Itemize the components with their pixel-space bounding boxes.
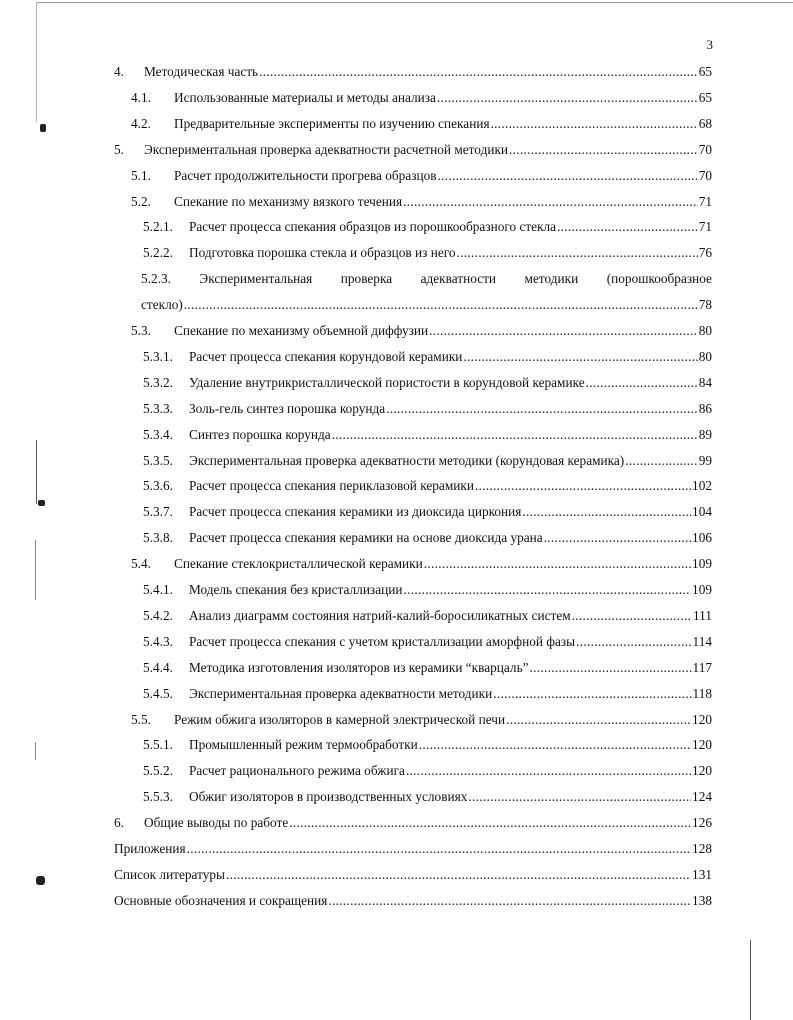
toc-entry-title: Спекание по механизму объемной диффузии [174,323,429,338]
toc-entry-page: 138 [692,892,712,908]
toc-entry-title: Модель спекания без кристаллизации [189,582,403,597]
toc-leader-dots [403,192,698,212]
toc-entry-title: Анализ диаграмм состояния натрий-калий-боросиликатных систем [189,607,571,623]
toc-entry-page: 109 [692,582,712,597]
toc-entry-title: Список литературы [114,866,225,882]
toc-entry [141,269,712,289]
toc-leader-dots [328,891,691,911]
toc-entry [131,88,712,108]
toc-entry-title: Расчет процесса спекания керамики на основе диоксида урана [189,530,543,546]
toc-entry [143,761,712,781]
toc-entry-page: 71 [698,219,712,235]
toc-entry-page: 76 [698,245,712,261]
toc-entry-title-word: методики [524,271,579,287]
toc-entry-title: Расчет рационального режима обжига [189,763,405,779]
toc-entry-number: 5.3.2. [143,374,173,390]
toc-entry-page: 70 [698,141,712,157]
toc-entry [131,710,712,730]
toc-entry-number: 5.4.2. [143,607,173,623]
toc-leader-dots [332,425,698,445]
toc-leader-dots [506,710,691,730]
toc-entry-number: 5.3.7. [143,504,173,520]
toc-leader-dots [491,114,698,134]
toc-leader-dots [625,451,697,471]
toc-entry-title: Методика изготовления изоляторов из керамики “кварцаль” [189,659,529,675]
toc-entry-title: Экспериментальная проверка адекватности расчетной методики [144,141,509,157]
toc-entry [114,891,712,911]
toc-entry-page: 86 [698,400,712,416]
toc-entry-number: 5.4. [131,556,151,572]
toc-entry-title: Использованные материалы и методы анализа [174,89,436,105]
toc-entry [114,813,712,833]
toc-entry-page: 120 [692,711,712,727]
toc-entry [131,321,712,341]
toc-leader-dots [406,761,691,781]
toc-entry-title: Удаление внутрикристаллической пористости в корундовой керамике [189,374,585,390]
toc-entry-number: 6. [114,815,124,831]
toc-entry-page: 114 [692,633,712,649]
toc-leader-dots [509,140,698,160]
toc-entry-page: 65 [698,64,712,79]
toc-entry [143,373,712,393]
toc-entry-page: 126 [692,815,712,831]
toc-entry [131,166,712,186]
toc-entry-title-word: адекватности [420,271,497,287]
toc-entry-number: 5.4.5. [143,685,173,701]
toc-entry-page: 124 [692,789,712,805]
toc-entry-page: 111 [693,607,712,623]
toc-entry [131,114,712,134]
toc-entry-title: Синтез порошка корунда [189,426,331,442]
toc-entry-page: 80 [698,348,712,364]
toc-entry-number: 5.3.4. [143,426,173,442]
toc-entry-number: 5. [114,141,124,157]
toc-leader-dots [403,580,691,600]
toc-entry [131,192,712,212]
toc-entry [143,528,712,548]
toc-entry [143,580,712,600]
toc-leader-dots [226,865,691,885]
toc-entry [143,425,712,445]
toc-leader-dots [544,528,691,548]
toc-leader-dots [572,606,692,626]
toc-entry-title: Расчет процесса спекания керамики из диоксида циркония [189,504,522,520]
toc-entry-number: 5.5.1. [143,737,173,753]
toc-leader-dots [187,839,691,859]
toc-leader-dots [586,373,698,393]
toc-entry-title: Подготовка порошка стекла и образцов из него [189,245,456,261]
toc-entry-title-word: проверка [340,271,393,287]
toc-entry [143,347,712,367]
toc-entry-number: 5.1. [131,167,151,183]
toc-entry [131,554,712,574]
toc-entry [143,735,712,755]
toc-entry-title: Расчет процесса спекания корундовой керамики [189,348,463,364]
toc-leader-dots [184,295,698,315]
toc-entry-page: 120 [692,763,712,779]
toc-entry-title: Спекание по механизму вязкого течения [174,193,403,209]
toc-entry-page: 65 [698,89,712,105]
toc-entry-number: 5.3. [131,323,151,338]
toc-leader-dots [419,735,691,755]
toc-entry-number: 5.2.2. [143,245,173,261]
toc-entry [143,787,712,807]
toc-leader-dots [437,88,698,108]
toc-entry [143,451,712,471]
toc-entry-number: 5.2.1. [143,219,173,235]
toc-leader-dots [259,62,698,82]
toc-entry-title: Общие выводы по работе [144,815,289,831]
toc-leader-dots [289,813,691,833]
toc-leader-dots [475,476,691,496]
toc-entry-title: Приложения [114,841,186,856]
toc-leader-dots [468,787,691,807]
toc-leader-dots [530,658,692,678]
toc-entry [114,865,712,885]
toc-leader-dots [424,554,691,574]
toc-entry-title: Режим обжига изоляторов в камерной электрической печи [174,711,506,727]
toc-entry [143,502,712,522]
toc-entry-number: 5.3.8. [143,530,173,546]
toc-entry-page: 84 [698,374,712,390]
toc-entry-page: 106 [692,530,712,546]
toc-entry-title: Основные обозначения и сокращения [114,892,328,908]
toc-entry-title: Расчет процесса спекания периклазовой керамики [189,478,474,494]
toc-entry-title: Методическая часть [144,64,259,79]
toc-entry-page: 68 [698,115,712,131]
toc-entry-number: 5.4.3. [143,633,173,649]
toc-leader-dots [457,243,698,263]
toc-leader-dots [493,684,691,704]
toc-entry-page: 89 [698,426,712,442]
toc-entry-page: 131 [692,866,712,882]
toc-entry-number: 5.5. [131,711,151,727]
toc-entry-title-word: Экспериментальная [199,271,313,287]
toc-entry-title: Экспериментальная проверка адекватности методики [189,685,493,701]
toc-entry-page: 104 [692,504,712,520]
toc-entry-title: Золь-гель синтез порошка корунда [189,400,386,416]
toc-entry-page: 70 [698,167,712,183]
toc-entry-page: 99 [698,452,712,468]
toc-entry-title: Расчет процесса спекания образцов из порошкообразного стекла [189,219,557,235]
toc-entry-page: 71 [698,193,712,209]
toc-leader-dots [429,321,698,341]
toc-entry [143,658,712,678]
toc-entry-title: Обжиг изоляторов в производственных условиях [189,789,468,805]
toc-entry [143,606,712,626]
toc-entry-number: 4.2. [131,115,151,131]
toc-entry [143,476,712,496]
toc-entry-title: Расчет продолжительности прогрева образцов [174,167,437,183]
toc-entry-title: Расчет процесса спекания с учетом кристаллизации аморфной фазы [189,633,576,649]
toc-entry-number: 5.5.3. [143,789,173,805]
toc-entry-number: 5.3.6. [143,478,173,494]
toc-entry-number: 5.3.3. [143,400,173,416]
toc-entry-number: 4.1. [131,89,151,105]
toc-entry [143,399,712,419]
toc-leader-dots [463,347,697,367]
toc-entry [114,62,712,82]
toc-entry [143,684,712,704]
toc-entry-number: 4. [114,64,124,79]
toc-entry-page: 128 [692,841,712,856]
toc-entry-page: 118 [692,685,712,701]
toc-entry-number: 5.3.5. [143,452,173,468]
toc-leader-dots [576,632,691,652]
toc-leader-dots [386,399,698,419]
toc-entry-title: стекло) [141,297,183,313]
toc-leader-dots [438,166,698,186]
toc-entry-number: 5.5.2. [143,763,173,779]
toc-entry [114,140,712,160]
toc-entry-page: 109 [692,556,712,572]
toc-entry-number: 5.2. [131,193,151,209]
toc-entry-title-word: (порошкообразное [606,271,712,287]
toc-entry [143,217,712,237]
toc-entry [143,632,712,652]
toc-entry-number: 5.4.1. [143,582,173,597]
toc-entry-title: Экспериментальная проверка адекватности методики (корундовая керамика) [189,452,625,468]
toc-entry-title: Промышленный режим термообработки [189,737,418,753]
toc-entry [143,243,712,263]
toc-entry-number: 5.3.1. [143,348,173,364]
toc-entry-page: 102 [692,478,712,494]
toc-leader-dots [522,502,691,522]
toc-leader-dots [557,217,698,237]
toc-entry-number: 5.4.4. [143,659,173,675]
toc-entry [114,839,712,859]
toc-entry-page: 80 [698,323,712,338]
page-number: 3 [706,37,713,52]
toc-entry-number: 5.2.3. [141,271,171,287]
toc-entry-continuation [141,295,712,315]
toc-entry-page: 78 [698,297,712,313]
toc-entry-page: 120 [692,737,712,753]
toc-entry-title: Спекание стеклокристаллической керамики [174,556,423,572]
toc-entry-page: 117 [692,659,712,675]
toc-entry-title: Предварительные эксперименты по изучению спекания [174,115,490,131]
